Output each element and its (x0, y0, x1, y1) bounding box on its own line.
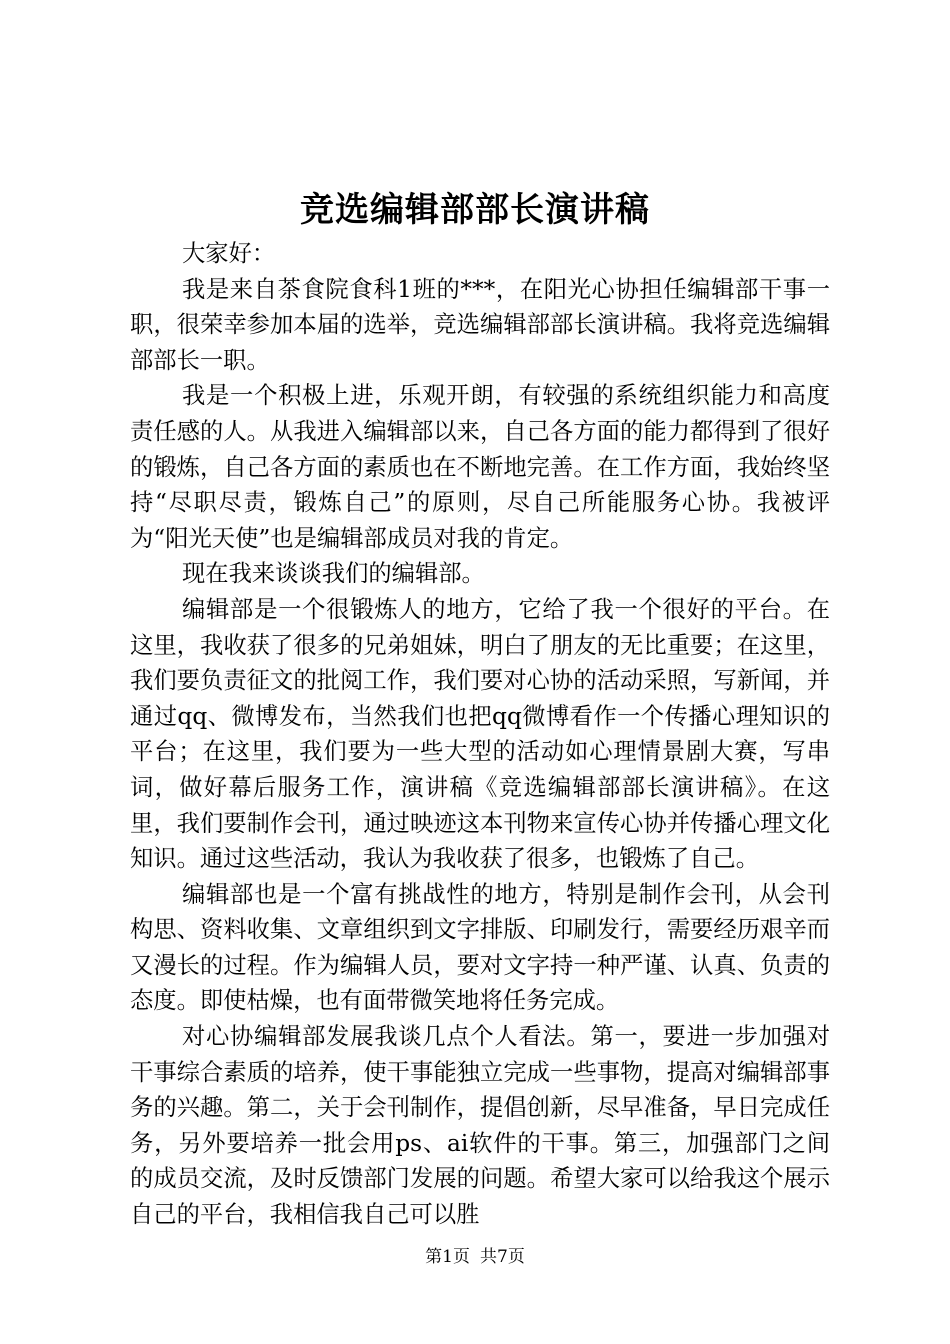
paragraph-greeting: 大家好： (182, 240, 276, 267)
paragraph-suggestions: 对心协编辑部发展我谈几点个人看法。第一，要进一步加强对干事综合素质的培养，使干事能独立完成一些事物，提高对编辑部事务的兴趣。第二，关于会刊制作，提倡创新，尽早准备，早日完成任务，另外要培养一批会用ps、ai软件的干事。第三，加强部门之间的成员交流，及时反馈部门发展的问题。希望大家可以给我这个展示自己的平台，我相信我自己可以胜 (130, 1023, 830, 1229)
paragraph-transition: 现在我来谈谈我们的编辑部。 (182, 560, 485, 588)
document-title: 竞选编辑部部长演讲稿 (300, 190, 650, 230)
page-total: 共7页 (480, 1247, 525, 1267)
paragraph-department-challenge: 编辑部也是一个富有挑战性的地方，特别是制作会刊，从会刊构思、资料收集、文章组织到文字排版、印刷发行，需要经历艰辛而又漫长的过程。作为编辑人员，要对文字持一种严谨、认真、负责的态度。即使枯燥，也有面带微笑地将任务完成。 (130, 880, 830, 1015)
paragraph-introduction: 我是来自茶食院食科1班的***，在阳光心协担任编辑部干事一职，很荣幸参加本届的选举，竞选编辑部部长演讲稿。我将竞选编辑部部长一职。 (130, 275, 830, 374)
page-footer (0, 1246, 950, 1268)
paragraph-department-platform: 编辑部是一个很锻炼人的地方，它给了我一个很好的平台。在这里，我收获了很多的兄弟姐妹，明白了朋友的无比重要；在这里，我们要负责征文的批阅工作，我们要对心协的活动采照，写新闻，并通过qq、微博发布，当然我们也把qq微博看作一个传播心理知识的平台；在这里，我们要为一些大型的活动如心理情景剧大赛，写串词，做好幕后服务工作，演讲稿《竞选编辑部部长演讲稿》。在这里，我们要制作会刊，通过映迹这本刊物来宣传心协并传播心理文化知识。通过这些活动，我认为我收获了很多，也锻炼了自己。 (130, 595, 830, 873)
document-body (130, 236, 830, 1233)
page-number: 第1页 (425, 1247, 470, 1267)
paragraph-self-description: 我是一个积极上进，乐观开朗，有较强的系统组织能力和高度责任感的人。从我进入编辑部以来，自己各方面的能力都得到了很好的锻炼，自己各方面的素质也在不断地完善。在工作方面，我始终坚持“尽职尽责，锻炼自己”的原则，尽自己所能服务心协。我被评为“阳光天使”也是编辑部成员对我的肯定。 (130, 382, 830, 552)
